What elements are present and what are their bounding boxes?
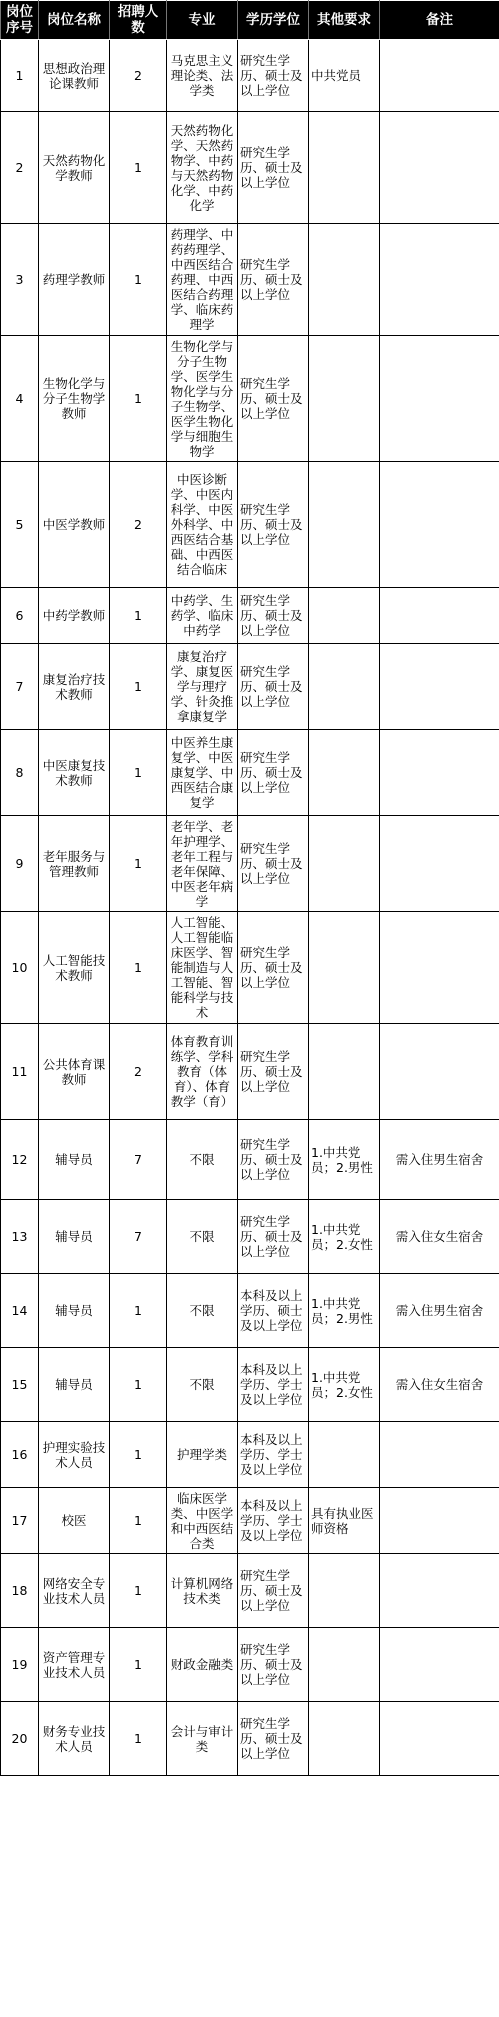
cell-other: 1.中共党员；2.男性: [309, 1274, 380, 1348]
cell-no: 12: [1, 1120, 39, 1200]
table-row: [1, 1200, 499, 1274]
cell-major: 临床医学类、中医学和中西医结合类: [167, 1488, 238, 1554]
cell-education: 研究生学历、硕士及以上学位: [238, 912, 309, 1024]
cell-no: 4: [1, 336, 39, 462]
cell-no: 9: [1, 816, 39, 912]
cell-education: 研究生学历、硕士及以上学位: [238, 1554, 309, 1628]
cell-name: 中医学教师: [39, 462, 110, 588]
cell-count: 1: [110, 912, 167, 1024]
cell-other: [309, 1422, 380, 1488]
cell-education: 本科及以上学历、学士及以上学位: [238, 1422, 309, 1488]
cell-name: 辅导员: [39, 1200, 110, 1274]
cell-count: 2: [110, 40, 167, 112]
cell-major: 会计与审计类: [167, 1702, 238, 1776]
cell-education: 研究生学历、硕士及以上学位: [238, 1120, 309, 1200]
table-row: [1, 1554, 499, 1628]
table-row: [1, 912, 499, 1024]
cell-no: 6: [1, 588, 39, 644]
cell-name: 网络安全专业技术人员: [39, 1554, 110, 1628]
cell-count: 1: [110, 1554, 167, 1628]
cell-count: 1: [110, 730, 167, 816]
cell-note: 需入住女生宿舍: [380, 1200, 499, 1274]
cell-note: [380, 40, 499, 112]
table-row: [1, 112, 499, 224]
cell-education: 研究生学历、硕士及以上学位: [238, 730, 309, 816]
cell-note: [380, 224, 499, 336]
cell-no: 8: [1, 730, 39, 816]
cell-other: 中共党员: [309, 40, 380, 112]
cell-count: 1: [110, 1488, 167, 1554]
cell-other: [309, 730, 380, 816]
cell-count: 7: [110, 1200, 167, 1274]
cell-no: 2: [1, 112, 39, 224]
cell-no: 3: [1, 224, 39, 336]
cell-other: 具有执业医师资格: [309, 1488, 380, 1554]
cell-no: 14: [1, 1274, 39, 1348]
cell-count: 1: [110, 588, 167, 644]
cell-other: [309, 462, 380, 588]
header-note: 备注: [380, 1, 499, 40]
cell-count: 1: [110, 1274, 167, 1348]
header-row: [1, 1, 499, 40]
header-other: 其他要求: [309, 1, 380, 40]
cell-major: 老年学、老年护理学、老年工程与老年保障、中医老年病学: [167, 816, 238, 912]
cell-other: [309, 336, 380, 462]
cell-note: [380, 1422, 499, 1488]
table-row: [1, 1348, 499, 1422]
cell-no: 13: [1, 1200, 39, 1274]
cell-other: [309, 588, 380, 644]
cell-education: 研究生学历、硕士及以上学位: [238, 462, 309, 588]
cell-major: 不限: [167, 1120, 238, 1200]
cell-no: 10: [1, 912, 39, 1024]
cell-education: 本科及以上学历、硕士及以上学位: [238, 1274, 309, 1348]
cell-education: 本科及以上学历、学士及以上学位: [238, 1348, 309, 1422]
cell-major: 不限: [167, 1200, 238, 1274]
cell-education: 研究生学历、硕士及以上学位: [238, 336, 309, 462]
cell-no: 17: [1, 1488, 39, 1554]
cell-major: 体育教育训练学、学科教育（体育）、体育教学（育）: [167, 1024, 238, 1120]
header-count: 招聘人数: [110, 1, 167, 40]
cell-name: 财务专业技术人员: [39, 1702, 110, 1776]
cell-count: 1: [110, 1702, 167, 1776]
cell-note: [380, 816, 499, 912]
cell-count: 1: [110, 1422, 167, 1488]
cell-other: 1.中共党员；2.男性: [309, 1120, 380, 1200]
cell-education: 研究生学历、硕士及以上学位: [238, 1024, 309, 1120]
cell-other: [309, 912, 380, 1024]
cell-education: 研究生学历、硕士及以上学位: [238, 1702, 309, 1776]
cell-note: [380, 1702, 499, 1776]
cell-name: 辅导员: [39, 1348, 110, 1422]
header-education: 学历学位: [238, 1, 309, 40]
header-no: 岗位序号: [1, 1, 39, 40]
cell-major: 中药学、生药学、临床中药学: [167, 588, 238, 644]
cell-major: 天然药物化学、天然药物学、中药与天然药物化学、中药化学: [167, 112, 238, 224]
cell-other: [309, 816, 380, 912]
cell-name: 生物化学与分子生物学教师: [39, 336, 110, 462]
cell-note: 需入住男生宿舍: [380, 1274, 499, 1348]
cell-note: [380, 588, 499, 644]
cell-major: 护理学类: [167, 1422, 238, 1488]
cell-major: 生物化学与分子生物学、医学生物化学与分子生物学、医学生物化学与细胞生物学: [167, 336, 238, 462]
cell-count: 1: [110, 816, 167, 912]
cell-no: 15: [1, 1348, 39, 1422]
cell-note: [380, 1024, 499, 1120]
table-row: [1, 1120, 499, 1200]
table-row: [1, 644, 499, 730]
header-major: 专业: [167, 1, 238, 40]
cell-note: [380, 1488, 499, 1554]
cell-note: [380, 112, 499, 224]
table-row: [1, 1702, 499, 1776]
cell-no: 20: [1, 1702, 39, 1776]
cell-name: 中药学教师: [39, 588, 110, 644]
cell-name: 老年服务与管理教师: [39, 816, 110, 912]
cell-no: 5: [1, 462, 39, 588]
cell-major: 康复治疗学、康复医学与理疗学、针灸推拿康复学: [167, 644, 238, 730]
cell-major: 人工智能、人工智能临床医学、智能制造与人工智能、智能科学与技术: [167, 912, 238, 1024]
cell-count: 2: [110, 1024, 167, 1120]
cell-major: 中医养生康复学、中医康复学、中西医结合康复学: [167, 730, 238, 816]
cell-other: [309, 1554, 380, 1628]
cell-other: [309, 1702, 380, 1776]
cell-count: 1: [110, 336, 167, 462]
cell-name: 校医: [39, 1488, 110, 1554]
cell-education: 研究生学历、硕士及以上学位: [238, 1628, 309, 1702]
cell-major: 计算机网络技术类: [167, 1554, 238, 1628]
cell-other: 1.中共党员；2.女性: [309, 1200, 380, 1274]
cell-name: 人工智能技术教师: [39, 912, 110, 1024]
cell-note: [380, 1554, 499, 1628]
cell-count: 1: [110, 112, 167, 224]
cell-name: 护理实验技术人员: [39, 1422, 110, 1488]
cell-count: 2: [110, 462, 167, 588]
cell-other: [309, 1024, 380, 1120]
cell-education: 研究生学历、硕士及以上学位: [238, 588, 309, 644]
cell-major: 中医诊断学、中医内科学、中医外科学、中西医结合基础、中西医结合临床: [167, 462, 238, 588]
header-name: 岗位名称: [39, 1, 110, 40]
cell-major: 不限: [167, 1274, 238, 1348]
cell-note: [380, 912, 499, 1024]
table-row: [1, 462, 499, 588]
table-row: [1, 816, 499, 912]
cell-note: [380, 644, 499, 730]
cell-count: 1: [110, 224, 167, 336]
cell-education: 研究生学历、硕士及以上学位: [238, 1200, 309, 1274]
cell-no: 11: [1, 1024, 39, 1120]
cell-major: 财政金融类: [167, 1628, 238, 1702]
cell-name: 公共体育课教师: [39, 1024, 110, 1120]
table-row: [1, 1422, 499, 1488]
cell-other: [309, 112, 380, 224]
table-row: [1, 336, 499, 462]
cell-name: 药理学教师: [39, 224, 110, 336]
cell-no: 19: [1, 1628, 39, 1702]
cell-note: [380, 336, 499, 462]
cell-no: 18: [1, 1554, 39, 1628]
table-row: [1, 1274, 499, 1348]
cell-other: [309, 1628, 380, 1702]
cell-education: 研究生学历、硕士及以上学位: [238, 112, 309, 224]
cell-name: 辅导员: [39, 1274, 110, 1348]
cell-education: 研究生学历、硕士及以上学位: [238, 644, 309, 730]
cell-note: [380, 730, 499, 816]
cell-education: 研究生学历、硕士及以上学位: [238, 816, 309, 912]
table-row: [1, 224, 499, 336]
cell-no: 1: [1, 40, 39, 112]
cell-count: 1: [110, 1628, 167, 1702]
cell-major: 药理学、中药药理学、中西医结合药理、中西医结合药理学、临床药理学: [167, 224, 238, 336]
cell-other: 1.中共党员；2.女性: [309, 1348, 380, 1422]
cell-name: 思想政治理论课教师: [39, 40, 110, 112]
cell-no: 16: [1, 1422, 39, 1488]
cell-other: [309, 224, 380, 336]
cell-count: 1: [110, 644, 167, 730]
table-row: [1, 1628, 499, 1702]
table-row: [1, 588, 499, 644]
cell-note: 需入住女生宿舍: [380, 1348, 499, 1422]
table-row: [1, 1024, 499, 1120]
cell-education: 研究生学历、硕士及以上学位: [238, 224, 309, 336]
cell-note: [380, 462, 499, 588]
cell-education: 本科及以上学历、学士及以上学位: [238, 1488, 309, 1554]
cell-count: 1: [110, 1348, 167, 1422]
cell-name: 康复治疗技术教师: [39, 644, 110, 730]
cell-name: 中医康复技术教师: [39, 730, 110, 816]
cell-education: 研究生学历、硕士及以上学位: [238, 40, 309, 112]
cell-note: [380, 1628, 499, 1702]
table-row: [1, 40, 499, 112]
table-row: [1, 1488, 499, 1554]
cell-name: 资产管理专业技术人员: [39, 1628, 110, 1702]
cell-count: 7: [110, 1120, 167, 1200]
cell-name: 辅导员: [39, 1120, 110, 1200]
cell-other: [309, 644, 380, 730]
cell-name: 天然药物化学教师: [39, 112, 110, 224]
cell-note: 需入住男生宿舍: [380, 1120, 499, 1200]
cell-major: 马克思主义理论类、法学类: [167, 40, 238, 112]
cell-no: 7: [1, 644, 39, 730]
cell-major: 不限: [167, 1348, 238, 1422]
table-row: [1, 730, 499, 816]
